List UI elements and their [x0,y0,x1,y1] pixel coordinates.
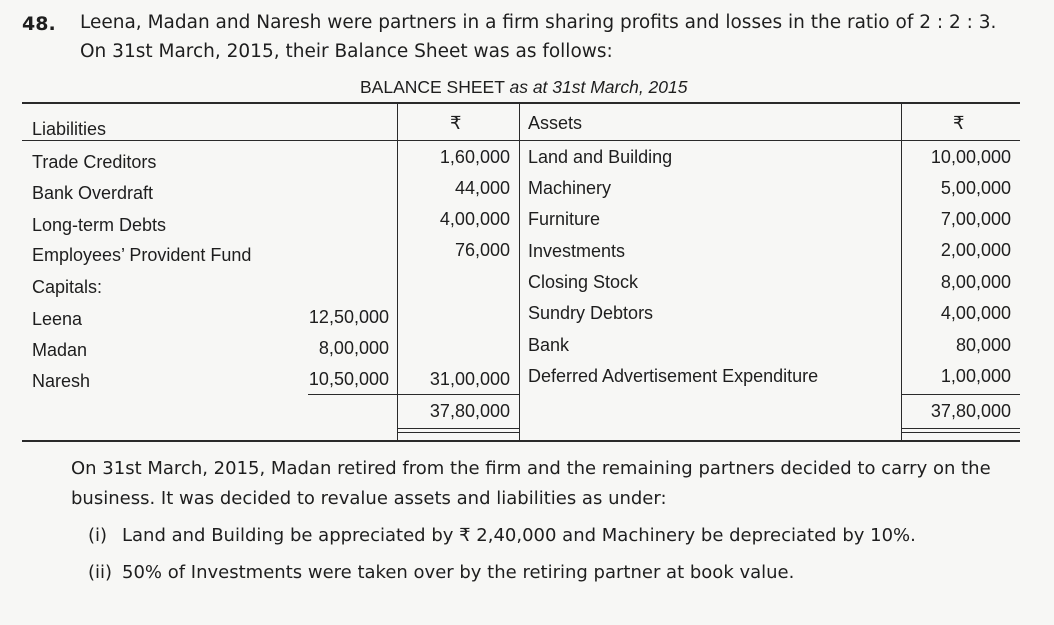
header-liabilities: Liabilities [32,119,107,139]
total-assets: 37,80,000 [930,401,1011,421]
asset-amount: 1,00,000 [940,366,1011,386]
capital-amount: 8,00,000 [318,338,389,358]
caption-main: BALANCE SHEET [360,77,505,97]
asset-label: Closing Stock [528,272,639,292]
asset-amount: 8,00,000 [940,272,1011,292]
column-divider [397,103,398,440]
asset-amount: 5,00,000 [940,178,1011,198]
asset-label: Deferred Advertisement Expenditure [528,366,819,386]
retirement-para-line-2: business. It was decided to revalue assets and liabilities as under: [71,488,667,509]
caption-date: as at 31st March, 2015 [509,77,688,97]
liability-amount: 76,000 [454,240,510,260]
liab-total-double-rule [398,428,519,429]
liability-label: Employees’ Provident Fund [32,245,252,265]
capital-label: Leena [32,309,83,329]
asset-total-double-rule [902,432,1020,433]
liability-amount: 4,00,000 [439,209,510,229]
liability-amount: 1,60,000 [439,147,510,167]
asset-total-double-rule [902,428,1020,429]
asset-label: Land and Building [528,147,673,167]
column-divider [901,103,902,440]
capital-label: Madan [32,340,88,360]
retirement-para-line-1: On 31st March, 2015, Madan retired from the firm and the remaining partners decided to carry on the [71,458,991,479]
question-number: 48. [22,13,56,35]
liab-total-top-rule [398,394,519,395]
asset-label: Bank [528,335,570,355]
asset-label: Machinery [528,178,612,198]
header-asset-rupee: ₹ [953,113,965,133]
total-liabilities: 37,80,000 [429,401,510,421]
capitals-total: 31,00,000 [429,369,510,389]
capital-amount: 10,50,000 [308,369,389,389]
question-line-1: Leena, Madan and Naresh were partners in a firm sharing profits and losses in the ratio of 2 : 2 : 3. [80,12,997,33]
asset-label: Furniture [528,209,601,229]
capital-amount: 12,50,000 [308,307,389,327]
asset-label: Investments [528,241,626,261]
liability-label: Trade Creditors [32,152,157,172]
liability-label: Long-term Debts [32,215,167,235]
asset-amount: 80,000 [955,335,1011,355]
liability-label: Bank Overdraft [32,183,154,203]
liab-total-double-rule [398,432,519,433]
item-number: (ii) [88,562,113,583]
column-divider [519,103,520,440]
capital-subtotal-rule [308,394,398,395]
table-header-rule [22,140,1020,141]
header-liab-rupee: ₹ [450,113,462,133]
asset-amount: 4,00,000 [940,303,1011,323]
asset-amount: 7,00,000 [940,209,1011,229]
table-top-rule [22,102,1020,104]
item-text: Land and Building be appreciated by ₹ 2,40,000 and Machinery be depreciated by 10%. [122,525,916,546]
item-text: 50% of Investments were taken over by the retiring partner at book value. [122,562,795,583]
table-bottom-rule [22,440,1020,442]
asset-label: Sundry Debtors [528,303,654,323]
liability-label: Capitals: [32,277,103,297]
header-assets: Assets [528,113,583,133]
asset-amount: 10,00,000 [930,147,1011,167]
liability-amount: 44,000 [454,178,510,198]
question-line-2: On 31st March, 2015, their Balance Sheet was as follows: [80,41,613,62]
asset-total-top-rule [902,394,1020,395]
item-number: (i) [88,525,108,546]
asset-amount: 2,00,000 [940,240,1011,260]
balance-sheet-caption [360,77,688,98]
capital-label: Naresh [32,371,91,391]
